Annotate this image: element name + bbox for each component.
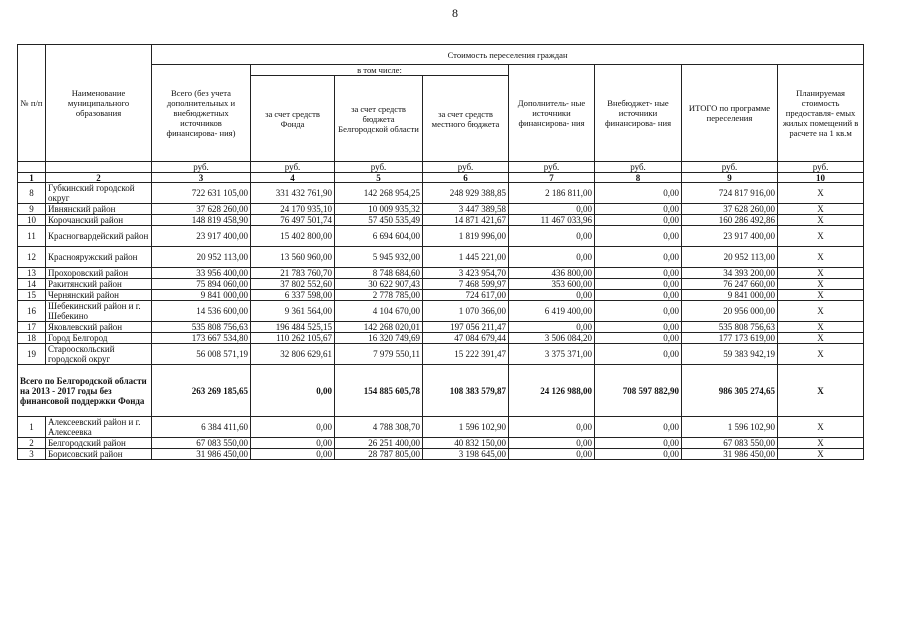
- row-number: 12: [18, 247, 46, 268]
- amount-cell: 177 173 619,00: [682, 333, 778, 344]
- amount-cell: 535 808 756,63: [152, 322, 251, 333]
- amount-cell: 724 817 916,00: [682, 183, 778, 204]
- table-row: [18, 438, 864, 449]
- row-number: 10: [18, 215, 46, 226]
- column-number: 2: [46, 173, 152, 183]
- units-cell-empty: [46, 162, 152, 173]
- amount-cell: 0,00: [509, 438, 595, 449]
- amount-cell: 20 956 000,00: [682, 301, 778, 322]
- amount-cell: 173 667 534,80: [152, 333, 251, 344]
- amount-cell: 1 070 366,00: [423, 301, 509, 322]
- row-number: 8: [18, 183, 46, 204]
- amount-cell: 24 170 935,10: [251, 204, 335, 215]
- cost-per-sqm-cell: Х: [778, 449, 864, 460]
- amount-cell: 353 600,00: [509, 279, 595, 290]
- cost-per-sqm-cell: Х: [778, 438, 864, 449]
- cost-per-sqm-cell: Х: [778, 279, 864, 290]
- amount-cell: 8 748 684,60: [335, 268, 423, 279]
- amount-cell: 21 783 760,70: [251, 268, 335, 279]
- amount-cell: 1 596 102,90: [682, 417, 778, 438]
- amount-cell: 6 419 400,00: [509, 301, 595, 322]
- amount-cell: 20 952 113,00: [682, 247, 778, 268]
- amount-cell: 0,00: [595, 279, 682, 290]
- amount-cell: 0,00: [509, 449, 595, 460]
- amount-cell: 23 917 400,00: [152, 226, 251, 247]
- municipality-name: Краснояружский район: [46, 247, 152, 268]
- cost-per-sqm-cell: Х: [778, 344, 864, 365]
- municipality-name: Старооскольский городской округ: [46, 344, 152, 365]
- column-number: 5: [335, 173, 423, 183]
- row-number: 14: [18, 279, 46, 290]
- amount-cell: 722 631 105,00: [152, 183, 251, 204]
- municipality-name: Красногвардейский район: [46, 226, 152, 247]
- row-number: 3: [18, 449, 46, 460]
- cost-per-sqm-cell: Х: [778, 333, 864, 344]
- amount-cell: 196 484 525,15: [251, 322, 335, 333]
- row-number: 13: [18, 268, 46, 279]
- amount-cell: 5 945 932,00: [335, 247, 423, 268]
- amount-cell: 67 083 550,00: [682, 438, 778, 449]
- table-row: [18, 183, 864, 204]
- amount-cell: 26 251 400,00: [335, 438, 423, 449]
- column-number: 4: [251, 173, 335, 183]
- amount-cell: 15 222 391,47: [423, 344, 509, 365]
- row-number: 18: [18, 333, 46, 344]
- column-number: 1: [18, 173, 46, 183]
- header-including: в том числе:: [251, 65, 509, 76]
- amount-cell: 248 929 388,85: [423, 183, 509, 204]
- amount-cell: 197 056 211,47: [423, 322, 509, 333]
- cost-per-sqm-cell: Х: [778, 301, 864, 322]
- table-row: [18, 344, 864, 365]
- header-off-budget-sources: Внебюджет- ные источники финансирова- ния: [595, 65, 682, 162]
- amount-cell: 142 268 954,25: [335, 183, 423, 204]
- amount-cell: 0,00: [595, 290, 682, 301]
- cost-per-sqm-cell: Х: [778, 183, 864, 204]
- cost-per-sqm-cell: Х: [778, 247, 864, 268]
- amount-cell: 37 802 552,60: [251, 279, 335, 290]
- unit-cell: руб.: [778, 162, 864, 173]
- amount-cell: 9 361 564,00: [251, 301, 335, 322]
- municipality-name: Белгородский район: [46, 438, 152, 449]
- amount-cell: 1 596 102,90: [423, 417, 509, 438]
- unit-cell: руб.: [251, 162, 335, 173]
- municipality-name: Алексеевский район и г. Алексеевка: [46, 417, 152, 438]
- table-row: [18, 204, 864, 215]
- amount-cell: 0,00: [251, 417, 335, 438]
- amount-cell: 0,00: [509, 417, 595, 438]
- amount-cell: 436 800,00: [509, 268, 595, 279]
- amount-cell: 0,00: [595, 247, 682, 268]
- row-number: 17: [18, 322, 46, 333]
- table-row: [18, 247, 864, 268]
- municipality-name: Ракитянский район: [46, 279, 152, 290]
- cost-per-sqm-cell: Х: [778, 290, 864, 301]
- header-fund: за счет средств Фонда: [251, 76, 335, 162]
- amount-cell: 37 628 260,00: [682, 204, 778, 215]
- amount-cell: 9 841 000,00: [152, 290, 251, 301]
- amount-cell: 59 383 942,19: [682, 344, 778, 365]
- table-row: [18, 322, 864, 333]
- amount-cell: 32 806 629,61: [251, 344, 335, 365]
- amount-cell: 6 337 598,00: [251, 290, 335, 301]
- amount-cell: 47 084 679,44: [423, 333, 509, 344]
- amount-cell: 0,00: [509, 247, 595, 268]
- amount-cell: 0,00: [595, 417, 682, 438]
- total-value: 108 383 579,87: [423, 365, 509, 417]
- row-number: 11: [18, 226, 46, 247]
- header-municipality: Наименование муниципального образования: [46, 45, 152, 162]
- amount-cell: 4 104 670,00: [335, 301, 423, 322]
- unit-cell: руб.: [682, 162, 778, 173]
- amount-cell: 331 432 761,90: [251, 183, 335, 204]
- amount-cell: 31 986 450,00: [682, 449, 778, 460]
- municipality-name: Прохоровский район: [46, 268, 152, 279]
- total-row: [18, 365, 864, 417]
- row-number: 15: [18, 290, 46, 301]
- amount-cell: 7 979 550,11: [335, 344, 423, 365]
- amount-cell: 0,00: [509, 322, 595, 333]
- table-row: [18, 301, 864, 322]
- amount-cell: 11 467 033,96: [509, 215, 595, 226]
- page-number: 8: [452, 6, 458, 20]
- unit-cell: руб.: [595, 162, 682, 173]
- cost-per-sqm-cell: Х: [778, 204, 864, 215]
- total-value: 0,00: [251, 365, 335, 417]
- amount-cell: 1 819 996,00: [423, 226, 509, 247]
- amount-cell: 2 186 811,00: [509, 183, 595, 204]
- row-number: 16: [18, 301, 46, 322]
- amount-cell: 9 841 000,00: [682, 290, 778, 301]
- amount-cell: 142 268 020,01: [335, 322, 423, 333]
- units-row: [18, 162, 864, 173]
- amount-cell: 76 497 501,74: [251, 215, 335, 226]
- amount-cell: 30 622 907,43: [335, 279, 423, 290]
- units-cell-empty: [18, 162, 46, 173]
- amount-cell: 0,00: [595, 322, 682, 333]
- cost-per-sqm-cell: Х: [778, 215, 864, 226]
- municipality-name: Шебекинский район и г. Шебекино: [46, 301, 152, 322]
- amount-cell: 0,00: [595, 301, 682, 322]
- column-number: 6: [423, 173, 509, 183]
- table-row: [18, 279, 864, 290]
- total-value: 986 305 274,65: [682, 365, 778, 417]
- amount-cell: 148 819 458,90: [152, 215, 251, 226]
- total-label: Всего по Белгородской области на 2013 - 2017 годы без финансовой поддержки Фонда: [18, 365, 152, 417]
- amount-cell: 14 536 600,00: [152, 301, 251, 322]
- table-row: [18, 333, 864, 344]
- row-number: 19: [18, 344, 46, 365]
- amount-cell: 31 986 450,00: [152, 449, 251, 460]
- amount-cell: 33 956 400,00: [152, 268, 251, 279]
- amount-cell: 0,00: [595, 204, 682, 215]
- amount-cell: 0,00: [595, 183, 682, 204]
- amount-cell: 23 917 400,00: [682, 226, 778, 247]
- amount-cell: 34 393 200,00: [682, 268, 778, 279]
- amount-cell: 110 262 105,67: [251, 333, 335, 344]
- amount-cell: 57 450 535,49: [335, 215, 423, 226]
- resettlement-cost-table: [17, 44, 864, 460]
- header-additional-sources: Дополнитель- ные источники финансирова- ния: [509, 65, 595, 162]
- header-total-without-extra: Всего (без учета дополнительных и внебюджетных источников финансирова- ния): [152, 65, 251, 162]
- table-row: [18, 449, 864, 460]
- amount-cell: 3 506 084,20: [509, 333, 595, 344]
- amount-cell: 0,00: [509, 204, 595, 215]
- table-row: [18, 268, 864, 279]
- unit-cell: руб.: [423, 162, 509, 173]
- amount-cell: 40 832 150,00: [423, 438, 509, 449]
- amount-cell: 0,00: [595, 268, 682, 279]
- amount-cell: 160 286 492,86: [682, 215, 778, 226]
- column-numbers-row: [18, 173, 864, 183]
- amount-cell: 0,00: [509, 226, 595, 247]
- row-number: 2: [18, 438, 46, 449]
- amount-cell: 0,00: [595, 226, 682, 247]
- amount-cell: 535 808 756,63: [682, 322, 778, 333]
- amount-cell: 0,00: [595, 215, 682, 226]
- amount-cell: 3 447 389,58: [423, 204, 509, 215]
- column-number: 8: [595, 173, 682, 183]
- municipality-name: Губкинский городской округ: [46, 183, 152, 204]
- amount-cell: 3 375 371,00: [509, 344, 595, 365]
- amount-cell: 0,00: [251, 449, 335, 460]
- column-number: 3: [152, 173, 251, 183]
- amount-cell: 0,00: [595, 333, 682, 344]
- amount-cell: 3 198 645,00: [423, 449, 509, 460]
- total-value: 263 269 185,65: [152, 365, 251, 417]
- table-row: [18, 290, 864, 301]
- header-number: № п/п: [18, 45, 46, 162]
- unit-cell: руб.: [152, 162, 251, 173]
- amount-cell: 56 008 571,19: [152, 344, 251, 365]
- amount-cell: 14 871 421,67: [423, 215, 509, 226]
- amount-cell: 3 423 954,70: [423, 268, 509, 279]
- amount-cell: 28 787 805,00: [335, 449, 423, 460]
- amount-cell: 7 468 599,97: [423, 279, 509, 290]
- amount-cell: 20 952 113,00: [152, 247, 251, 268]
- municipality-name: Город Белгород: [46, 333, 152, 344]
- table-row: [18, 215, 864, 226]
- amount-cell: 1 445 221,00: [423, 247, 509, 268]
- cost-per-sqm-cell: Х: [778, 322, 864, 333]
- row-number: 1: [18, 417, 46, 438]
- amount-cell: 4 788 308,70: [335, 417, 423, 438]
- amount-cell: 76 247 660,00: [682, 279, 778, 290]
- amount-cell: 13 560 960,00: [251, 247, 335, 268]
- municipality-name: Ивнянский район: [46, 204, 152, 215]
- unit-cell: руб.: [509, 162, 595, 173]
- header-local-budget: за счет средств местного бюджета: [423, 76, 509, 162]
- municipality-name: Корочанский район: [46, 215, 152, 226]
- header-cost-per-sqm: Планируемая стоимость предоставля- емых жилых помещений в расчете на 1 кв.м: [778, 65, 864, 162]
- amount-cell: 0,00: [595, 438, 682, 449]
- column-number: 7: [509, 173, 595, 183]
- unit-cell: руб.: [335, 162, 423, 173]
- column-number: 9: [682, 173, 778, 183]
- column-number: 10: [778, 173, 864, 183]
- municipality-name: Борисовский район: [46, 449, 152, 460]
- amount-cell: 0,00: [595, 344, 682, 365]
- amount-cell: 16 320 749,69: [335, 333, 423, 344]
- amount-cell: 67 083 550,00: [152, 438, 251, 449]
- amount-cell: 6 384 411,60: [152, 417, 251, 438]
- amount-cell: 0,00: [595, 449, 682, 460]
- cost-per-sqm-cell: Х: [778, 417, 864, 438]
- amount-cell: 37 628 260,00: [152, 204, 251, 215]
- amount-cell: 0,00: [509, 290, 595, 301]
- table-row: [18, 226, 864, 247]
- municipality-name: Яковлевский район: [46, 322, 152, 333]
- header-regional-budget: за счет средств бюджета Белгородской области: [335, 76, 423, 162]
- cost-per-sqm-cell: Х: [778, 268, 864, 279]
- header-program-total: ИТОГО по программе переселения: [682, 65, 778, 162]
- header-group-title: Стоимость переселения граждан: [152, 45, 864, 65]
- total-value: 708 597 882,90: [595, 365, 682, 417]
- total-value: 24 126 988,00: [509, 365, 595, 417]
- amount-cell: 2 778 785,00: [335, 290, 423, 301]
- cost-per-sqm-cell: Х: [778, 226, 864, 247]
- total-value: 154 885 605,78: [335, 365, 423, 417]
- amount-cell: 724 617,00: [423, 290, 509, 301]
- amount-cell: 15 402 800,00: [251, 226, 335, 247]
- amount-cell: 0,00: [251, 438, 335, 449]
- amount-cell: 10 009 935,32: [335, 204, 423, 215]
- table-row: [18, 417, 864, 438]
- municipality-name: Чернянский район: [46, 290, 152, 301]
- total-value: Х: [778, 365, 864, 417]
- row-number: 9: [18, 204, 46, 215]
- amount-cell: 75 894 060,00: [152, 279, 251, 290]
- amount-cell: 6 694 604,00: [335, 226, 423, 247]
